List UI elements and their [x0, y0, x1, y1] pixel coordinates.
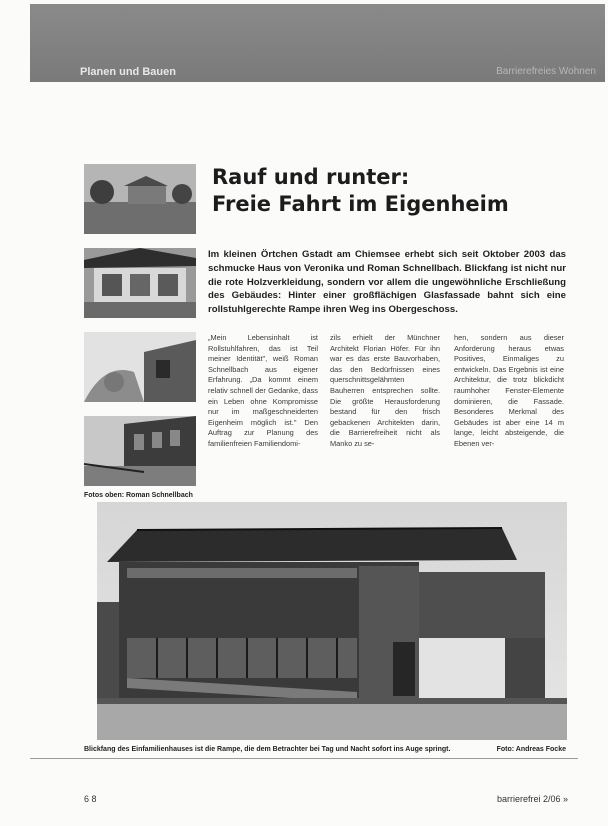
thumbnail-photo-2 — [84, 248, 196, 318]
section-label: Planen und Bauen — [80, 66, 176, 78]
photo-caption: Blickfang des Einfamilienhauses ist die Rampe, die dem Betrachter bei Tag und Nacht sofort ins Auge springt. — [84, 746, 451, 753]
thumbnail-photo-4 — [84, 416, 196, 486]
main-house-photo — [97, 502, 567, 740]
photo-caption-credit: Foto: Andreas Focke — [496, 746, 566, 753]
body-column-3: hen, sondern aus dieser Anforderung heraus etwas Positives, Einmaliges zu entwickeln. Das Ergebnis ist eine Architektur, die trotz blickdicht raumhoher Fenster-Elemente dominieren, die Fassade. Besonderes Merkmal des Gebäudes ist aber eine 14 m lange, leicht absteigende, die Ebenen ver- — [454, 333, 564, 448]
photo-credit-top: Fotos oben: Roman Schnellbach — [84, 492, 193, 499]
article-lead: Im kleinen Örtchen Gstadt am Chiemsee erhebt sich seit Oktober 2003 das schmucke Haus von Veronika und Roman Schnellbach. Blickfang ist nicht nur die rote Holzverkleidung, sondern vor allem die ungewöhnliche Erschließung des Gebäudes: Hinter einer großflächigen Glasfassade bahnt sich eine rollstuhlgerechte Rampe ihren Weg ins Obergeschoss. — [208, 249, 566, 316]
body-column-2: zils erhielt der Münchner Architekt Florian Höfer. Für ihn war es das erste Bauvorhaben, das den Bedürfnissen eines querschnittsgelähmten Bauherren entsprechen sollte. Die größte Herausforderung bestand für den frisch gebackenen Architekten darin, die Barrierefreiheit nicht als Manko zu se- — [330, 333, 440, 448]
magazine-reference: barrierefrei 2/06 » — [496, 794, 568, 804]
footer-rule — [30, 758, 578, 759]
title-line-2: Freie Fahrt im Eigenheim — [212, 192, 509, 216]
title-line-1: Rauf und runter: — [212, 165, 410, 189]
section-right-label: Barrierefreies Wohnen — [496, 66, 596, 77]
thumbnail-photo-1 — [84, 164, 196, 234]
article-title — [212, 164, 552, 218]
page-number: 6 8 — [84, 794, 97, 804]
body-column-1: „Mein Lebensinhalt ist Rollstuhlfahren, das ist Teil meiner Identität", weiß Roman Schnellbach aus eigener Erfahrung. „Da kommt einem relativ schnell der Gedanke, dass ein Leben ohne Kompromisse nur im maßgeschneiderten Eigenheim möglich ist." Den Auftrag zur Planung des familienfreien Familiendomi- — [208, 333, 318, 448]
thumbnail-photo-3 — [84, 332, 196, 402]
